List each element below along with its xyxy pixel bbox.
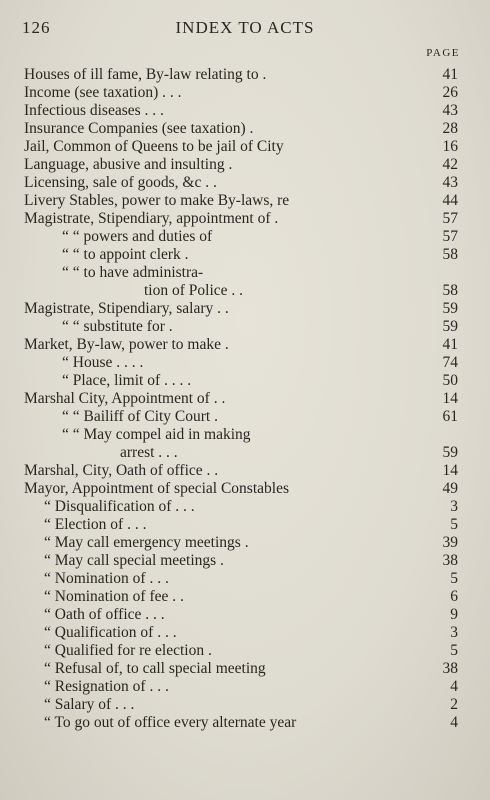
index-entry — [0, 588, 490, 606]
entry-page: 16 — [442, 138, 458, 155]
entry-text: Marshal City, Appointment of . . — [24, 390, 226, 407]
entry-page: 43 — [442, 102, 458, 119]
entry-page: 38 — [442, 660, 458, 677]
entry-page: 44 — [442, 192, 458, 209]
entry-page: 58 — [442, 282, 458, 299]
index-entry — [0, 156, 490, 174]
entry-text: Infectious diseases . . . — [24, 102, 164, 119]
entry-text: Market, By-law, power to make . — [24, 336, 229, 353]
entry-text: Magistrate, Stipendiary, salary . . — [24, 300, 229, 317]
entry-page: 41 — [442, 336, 458, 353]
entry-page: 57 — [442, 228, 458, 245]
entry-page: 5 — [450, 642, 458, 659]
page-header — [22, 18, 468, 42]
entry-page: 3 — [450, 624, 458, 641]
index-entry — [0, 354, 490, 372]
index-entry — [0, 480, 490, 498]
index-entry — [0, 390, 490, 408]
entry-text: arrest . . . — [120, 444, 178, 461]
index-entry — [0, 300, 490, 318]
index-entry — [0, 498, 490, 516]
entry-page: 57 — [442, 210, 458, 227]
entry-text: “ Place, limit of . . . . — [62, 372, 192, 389]
index-entry — [0, 678, 490, 696]
entry-page: 50 — [442, 372, 458, 389]
entry-text: “ May call emergency meetings . — [44, 534, 249, 551]
index-entry — [0, 444, 490, 462]
index-entry — [0, 336, 490, 354]
entry-page: 74 — [442, 354, 458, 371]
entry-text: “ “ May compel aid in making — [62, 426, 251, 443]
entry-text: Magistrate, Stipendiary, appointment of . — [24, 210, 279, 227]
index-entry — [0, 408, 490, 426]
entry-text: Houses of ill fame, By-law relating to . — [24, 66, 267, 83]
entry-text: tion of Police . . — [144, 282, 244, 299]
index-entry — [0, 696, 490, 714]
entry-page: 4 — [450, 714, 458, 731]
entry-text: “ Qualified for re election . — [44, 642, 212, 659]
entry-page: 6 — [450, 588, 458, 605]
entry-page: 5 — [450, 516, 458, 533]
entry-text: “ House . . . . — [62, 354, 144, 371]
index-entry — [0, 660, 490, 678]
entry-text: “ Nomination of . . . — [44, 570, 169, 587]
entry-text: Mayor, Appointment of special Constables — [24, 480, 289, 497]
entry-text: “ “ to have administra- — [62, 264, 204, 281]
entry-text: Licensing, sale of goods, &c . . — [24, 174, 217, 191]
entry-text: “ “ substitute for . — [62, 318, 173, 335]
entry-page: 59 — [442, 318, 458, 335]
entry-page: 14 — [442, 390, 458, 407]
index-entry — [0, 462, 490, 480]
entry-text: “ May call special meetings . — [44, 552, 224, 569]
entry-page: 43 — [442, 174, 458, 191]
entry-text: “ Qualification of . . . — [44, 624, 177, 641]
entry-page: 41 — [442, 66, 458, 83]
entry-page: 9 — [450, 606, 458, 623]
running-head: INDEX TO ACTS — [175, 18, 315, 37]
index-entry — [0, 84, 490, 102]
entry-page: 58 — [442, 246, 458, 263]
index-entry — [0, 516, 490, 534]
entry-page: 59 — [442, 444, 458, 461]
index-entry — [0, 318, 490, 336]
entry-text: Livery Stables, power to make By-laws, re — [24, 192, 290, 209]
entry-text: “ Election of . . . — [44, 516, 147, 533]
index-entry — [0, 282, 490, 300]
index-entry — [0, 228, 490, 246]
index-entry — [0, 120, 490, 138]
entry-page: 38 — [442, 552, 458, 569]
index-entry — [0, 642, 490, 660]
index-entry — [0, 138, 490, 156]
entry-page: 4 — [450, 678, 458, 695]
page-column-heading: PAGE — [426, 47, 460, 59]
entry-text: Marshal, City, Oath of office . . — [24, 462, 219, 479]
index-entry — [0, 570, 490, 588]
index-entry — [0, 210, 490, 228]
index-entry — [0, 714, 490, 732]
index-entry — [0, 66, 490, 84]
index-entry — [0, 102, 490, 120]
entry-text: Income (see taxation) . . . — [24, 84, 182, 101]
entry-text: “ Resignation of . . . — [44, 678, 169, 695]
index-entry — [0, 372, 490, 390]
index-entry — [0, 246, 490, 264]
entry-text: “ To go out of office every alternate year — [44, 714, 297, 731]
entry-page: 49 — [442, 480, 458, 497]
index-entry — [0, 192, 490, 210]
entry-page: 2 — [450, 696, 458, 713]
index-entry — [0, 624, 490, 642]
index-entry — [0, 534, 490, 552]
index-entry — [0, 606, 490, 624]
entry-text: “ Salary of . . . — [44, 696, 135, 713]
entry-text: “ Refusal of, to call special meeting — [44, 660, 266, 677]
index-entry — [0, 552, 490, 570]
entry-page: 26 — [442, 84, 458, 101]
entry-page: 59 — [442, 300, 458, 317]
page-number: 126 — [22, 18, 51, 37]
entry-page: 39 — [442, 534, 458, 551]
entry-text: Insurance Companies (see taxation) . — [24, 120, 254, 137]
index-entry — [0, 264, 490, 282]
entry-page: 14 — [442, 462, 458, 479]
entry-page: 61 — [442, 408, 458, 425]
entry-text: “ Disqualification of . . . — [44, 498, 195, 515]
entry-text: “ “ to appoint clerk . — [62, 246, 189, 263]
entry-text: “ “ Bailiff of City Court . — [62, 408, 218, 425]
entry-page: 5 — [450, 570, 458, 587]
entry-text: “ “ powers and duties of — [62, 228, 213, 245]
entry-page: 28 — [442, 120, 458, 137]
entry-text: “ Oath of office . . . — [44, 606, 165, 623]
entry-text: Language, abusive and insulting . — [24, 156, 233, 173]
index-entry — [0, 174, 490, 192]
entry-text: “ Nomination of fee . . — [44, 588, 184, 605]
entry-text: Jail, Common of Queens to be jail of City — [24, 138, 284, 155]
entry-page: 3 — [450, 498, 458, 515]
index-entry — [0, 426, 490, 444]
entry-page: 42 — [442, 156, 458, 173]
